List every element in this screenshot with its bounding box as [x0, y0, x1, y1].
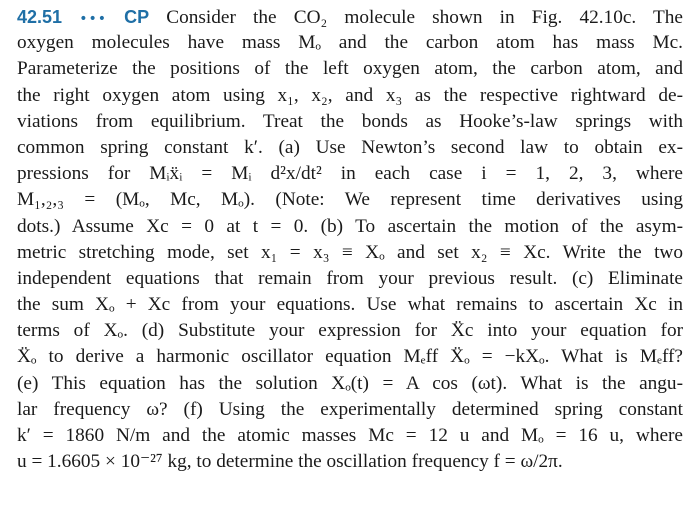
problem-line-11: independent equations that remain from your previous result. (c) Eliminate: [17, 267, 683, 289]
cp-tag: CP: [124, 7, 150, 27]
problem-line-6: common spring constant k′. (a) Use Newton’s second law to obtain ex-: [17, 136, 683, 158]
problem-line-14: Ẍₒ to derive a harmonic oscillator equation Mₑff Ẍₒ = −kXₒ. What is Mₑff?: [17, 346, 683, 368]
problem-line-8: M₁,₂,₃ = (Mₒ, Mc, Mₒ). (Note: We represent time derivatives using: [17, 189, 683, 211]
problem-line-2: oxygen molecules have mass Mₒ and the carbon atom has mass Mc.: [17, 32, 683, 54]
problem-line-3: Parameterize the positions of the left oxygen atom, the carbon atom, and: [17, 58, 683, 80]
problem-line-12: the sum Xₒ + Xc from your equations. Use what remains to ascertain Xc in: [17, 294, 683, 316]
problem-line-17: k′ = 1860 N/m and the atomic masses Mc = 12 u and Mₒ = 16 u, where: [17, 425, 683, 446]
problem-line-16: lar frequency ω? (f) Using the experimentally determined spring constant: [17, 398, 683, 420]
problem-42-51: [17, 4, 683, 475]
problem-line-1: [17, 4, 683, 30]
problem-line-10: metric stretching mode, set x₁ = x₃ ≡ Xₒ and set x₂ ≡ Xc. Write the two: [17, 241, 683, 263]
problem-line-5: viations from equilibrium. Treat the bonds as Hooke’s-law springs with: [17, 110, 683, 132]
problem-line-13: terms of Xₒ. (d) Substitute your expression for Ẍc into your equation for: [17, 320, 683, 342]
problem-line-4: the right oxygen atom using x₁, x₂, and x₃ as the respective rightward de-: [17, 84, 683, 106]
problem-line-9: dots.) Assume Xc = 0 at t = 0. (b) To ascertain the motion of the asym-: [17, 215, 683, 237]
problem-text-line: Consider the CO₂ molecule shown in Fig. 42.10c. The: [166, 7, 683, 28]
problem-line-15: (e) This equation has the solution Xₒ(t) = A cos (ωt). What is the angu-: [17, 372, 683, 394]
problem-number: 42.51: [17, 7, 63, 27]
problem-line-7: pressions for Mᵢẍᵢ = Mᵢ d²x/dt² in each case i = 1, 2, 3, where: [17, 163, 683, 185]
difficulty-dots: •••: [79, 11, 107, 27]
problem-line-18: u = 1.6605 × 10⁻²⁷ kg, to determine the oscillation frequency f = ω/2π.: [17, 451, 563, 473]
